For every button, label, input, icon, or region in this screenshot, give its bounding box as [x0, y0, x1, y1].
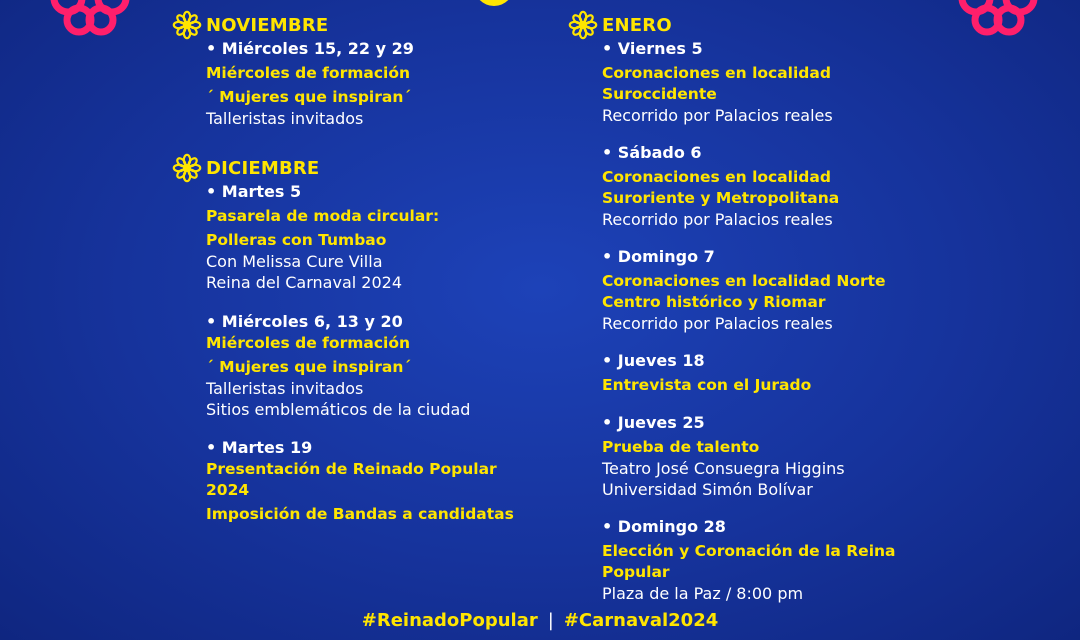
event-title: Coronaciones en localidad [602, 64, 831, 82]
hashtag-reinado: #ReinadoPopular [361, 610, 538, 631]
event-date: • Martes 19 [206, 438, 313, 457]
month-title: ENERO [602, 14, 672, 36]
month-title: NOVIEMBRE [206, 14, 329, 36]
event-title: Presentación de Reinado Popular [206, 460, 497, 478]
event-date: • Domingo 7 [602, 247, 715, 266]
flower-icon [172, 153, 202, 183]
event-detail: Recorrido por Palacios reales [602, 314, 833, 333]
month-header-enero [568, 12, 988, 38]
event-date: • Jueves 25 [602, 413, 705, 432]
right-column [568, 12, 988, 604]
event-date: • Sábado 6 [602, 143, 702, 162]
event-subtitle: Polleras con Tumbao [206, 231, 387, 249]
event-item [602, 350, 988, 396]
event-subtitle: ´ Mujeres que inspiran´ [206, 358, 412, 376]
event-title: Elección y Coronación de la Reina [602, 542, 896, 560]
event-subtitle: Centro histórico y Riomar [602, 293, 826, 311]
event-title: Pasarela de moda circular: [206, 207, 440, 225]
event-subtitle: Suroriente y Metropolitana [602, 189, 840, 207]
hashtag-footer [0, 610, 1080, 631]
event-date: • Jueves 18 [602, 351, 705, 370]
event-detail: Recorrido por Palacios reales [602, 210, 833, 229]
flower-icon [172, 10, 202, 40]
event-item [602, 516, 988, 604]
flower-icon [568, 10, 598, 40]
left-column [172, 12, 572, 525]
event-item [602, 142, 988, 230]
event-detail: Talleristas invitados [206, 379, 364, 398]
event-detail: Reina del Carnaval 2024 [206, 273, 402, 292]
event-detail: Talleristas invitados [206, 109, 364, 128]
footer-separator: | [547, 610, 554, 631]
title-fragment [474, 0, 514, 6]
event-title: Entrevista con el Jurado [602, 376, 812, 394]
hashtag-carnaval: #Carnaval2024 [563, 610, 719, 631]
event-item [206, 437, 572, 525]
month-header-noviembre [172, 12, 572, 38]
event-item [206, 181, 572, 293]
event-title: Miércoles de formación [206, 64, 411, 82]
event-date: • Viernes 5 [602, 39, 703, 58]
flower-icon [44, 0, 136, 38]
event-detail: Recorrido por Palacios reales [602, 106, 833, 125]
event-date: • Miércoles 15, 22 y 29 [206, 39, 414, 58]
event-detail: Con Melissa Cure Villa [206, 252, 383, 271]
event-title-cont: Popular [602, 563, 670, 581]
event-detail: Plaza de la Paz / 8:00 pm [602, 584, 804, 603]
event-subtitle: Imposición de Bandas a candidatas [206, 505, 514, 523]
event-detail: Teatro José Consuegra Higgins [602, 459, 845, 478]
event-title: Coronaciones en localidad [602, 168, 831, 186]
event-title-cont: 2024 [206, 481, 250, 499]
event-title: Prueba de talento [602, 438, 760, 456]
event-detail: Universidad Simón Bolívar [602, 480, 813, 499]
event-detail: Sitios emblemáticos de la ciudad [206, 400, 471, 419]
event-item [206, 38, 572, 129]
month-title: DICIEMBRE [206, 157, 320, 179]
event-date: • Martes 5 [206, 182, 302, 201]
event-title: Coronaciones en localidad Norte [602, 272, 886, 290]
month-header-diciembre [172, 155, 572, 181]
event-item [602, 246, 988, 334]
event-title: Miércoles de formación [206, 334, 411, 352]
event-date: • Domingo 28 [602, 517, 726, 536]
event-subtitle: ´ Mujeres que inspiran´ [206, 88, 412, 106]
event-item [602, 38, 988, 126]
event-item [206, 311, 572, 420]
event-date: • Miércoles 6, 13 y 20 [206, 312, 403, 331]
event-item [602, 412, 988, 500]
event-subtitle: Suroccidente [602, 85, 717, 103]
